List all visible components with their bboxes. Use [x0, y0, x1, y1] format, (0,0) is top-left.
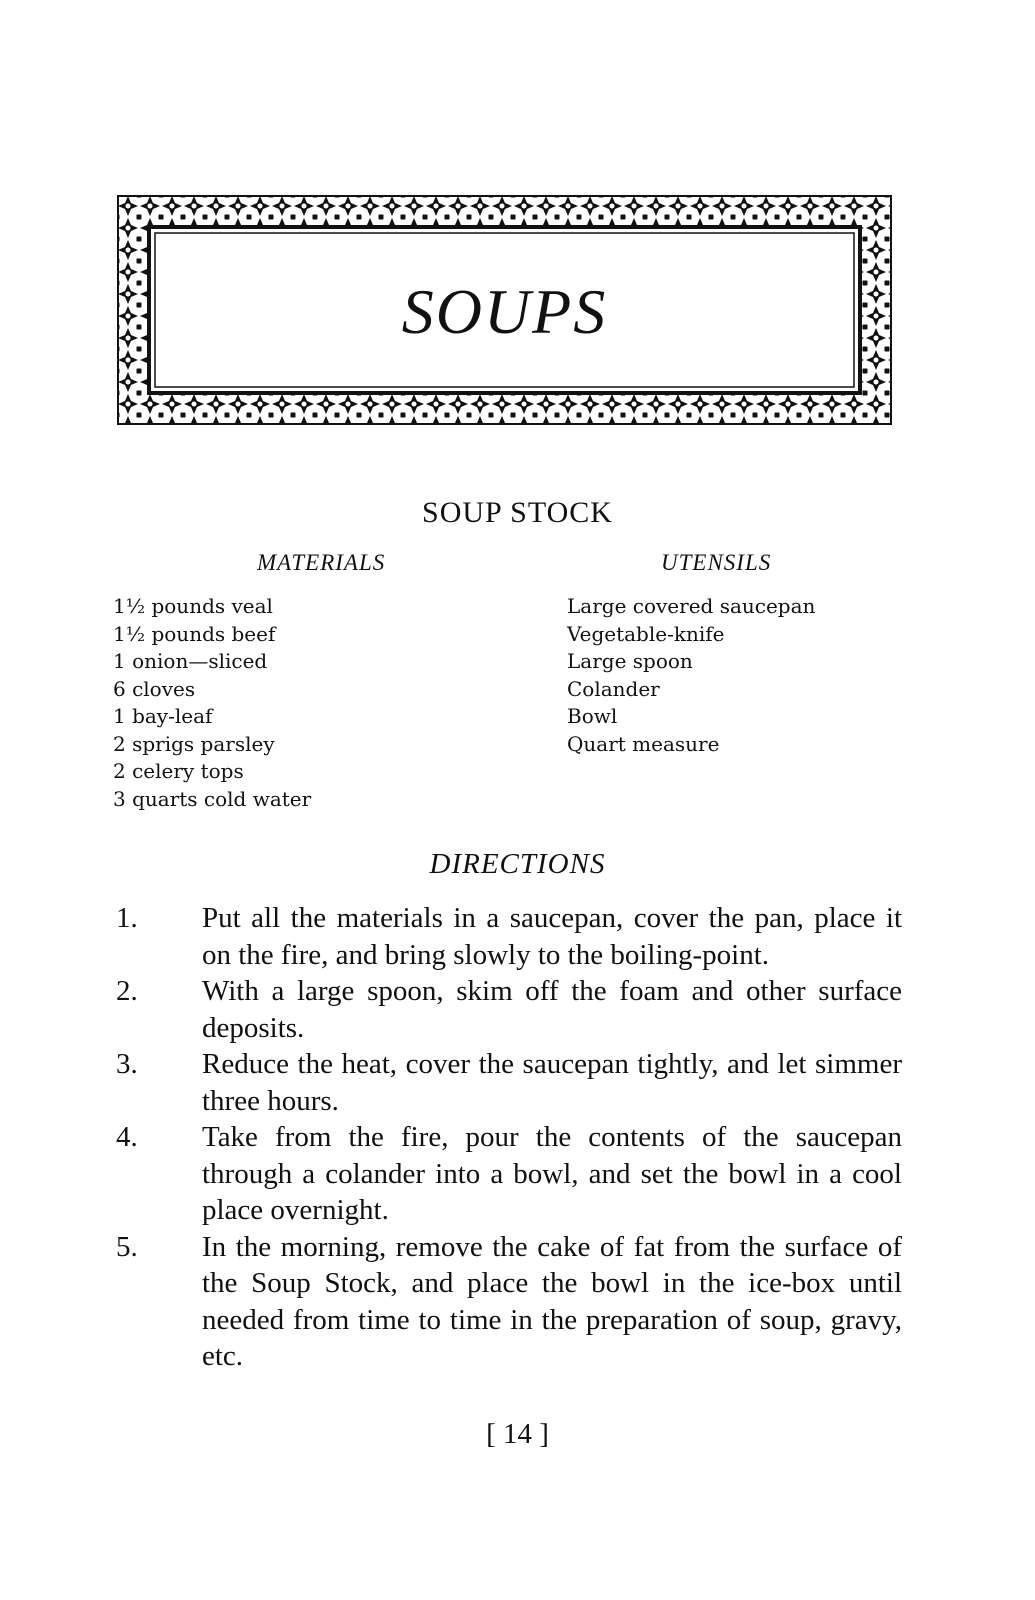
list-item: 1½ pounds beef [113, 621, 276, 646]
direction-step [116, 900, 902, 973]
list-item: 2 sprigs parsley [113, 731, 275, 756]
step-text: Take from the fire, pour the contents of the saucepan through a colander into a bowl, and set the bowl in a cool place overnight. [202, 1121, 902, 1226]
utensils-heading: UTENSILS [661, 550, 772, 575]
chapter-title: SOUPS [401, 276, 608, 347]
step-number: 5. [116, 1230, 138, 1263]
step-text: In the morning, remove the cake of fat from the surface of the Soup Stock, and place the bowl in the ice-box until needed from time to time in the preparation of soup, gravy, etc. [202, 1230, 902, 1372]
list-item: 3 quarts cold water [113, 786, 312, 811]
step-text: Put all the materials in a saucepan, cover the pan, place it on the fire, and bring slowly to the boiling-point. [202, 902, 902, 971]
list-item: Bowl [567, 704, 618, 728]
list-item: 1 bay-leaf [113, 704, 213, 728]
step-text: With a large spoon, skim off the foam and other surface deposits. [202, 975, 902, 1044]
step-text: Reduce the heat, cover the saucepan tightly, and let simmer three hours. [202, 1048, 902, 1117]
list-item: Vegetable-knife [567, 621, 725, 646]
materials-heading: MATERIALS [257, 550, 386, 575]
list-item: 2 celery tops [113, 759, 244, 783]
step-number: 4. [116, 1121, 138, 1153]
direction-step [116, 973, 902, 1046]
list-item: 1½ pounds veal [113, 594, 273, 618]
list-item: 6 cloves [113, 676, 196, 701]
list-item: Large spoon [567, 649, 693, 673]
direction-step [116, 1119, 902, 1229]
page-number: [ 14 ] [486, 1418, 549, 1450]
recipe-title: SOUP STOCK [422, 496, 613, 529]
list-item: Quart measure [567, 731, 720, 756]
step-number: 2. [116, 975, 138, 1007]
materials-list [113, 593, 311, 813]
step-number: 3. [116, 1048, 138, 1080]
list-item: 1 onion—sliced [113, 649, 268, 673]
directions-list [116, 900, 902, 1375]
step-number: 1. [116, 902, 138, 934]
direction-step [116, 1046, 902, 1119]
utensils-list [567, 593, 815, 758]
list-item: Colander [567, 676, 660, 701]
list-item: Large covered saucepan [567, 594, 816, 618]
ornamental-banner [117, 195, 892, 425]
direction-step [116, 1229, 902, 1375]
directions-heading: DIRECTIONS [429, 848, 606, 880]
